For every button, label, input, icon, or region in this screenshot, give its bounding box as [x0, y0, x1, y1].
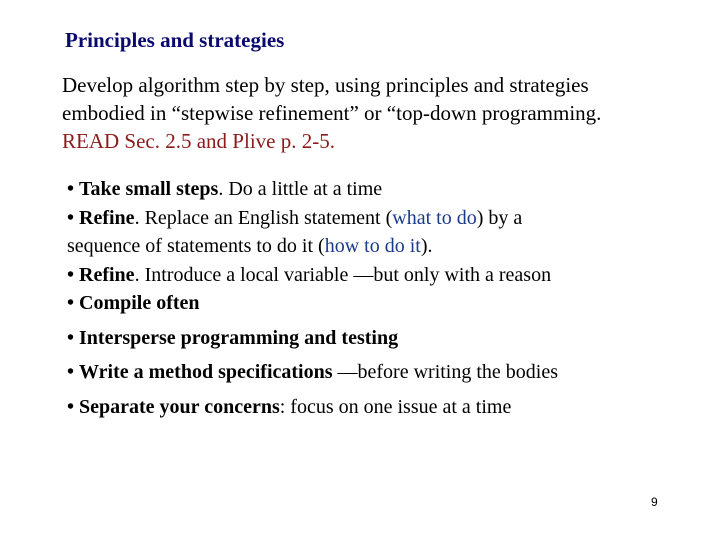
- bullet-refine-replace: [67, 204, 707, 233]
- bullet-keyword: Compile often: [79, 292, 200, 314]
- intro-line-2: embodied in “stepwise refinement” or “top-down programming.: [62, 101, 602, 125]
- bullet-text: . Do a little at a time: [218, 178, 383, 200]
- bullet-text: ).: [420, 235, 433, 257]
- intro-paragraph: [62, 71, 702, 155]
- bullet-marker: •: [67, 178, 75, 200]
- bullet-keyword: Refine: [79, 206, 135, 229]
- bullet-intersperse: [67, 324, 707, 353]
- page-number: 9: [651, 495, 658, 509]
- bullet-keyword: Refine: [79, 263, 135, 286]
- bullet-marker: •: [67, 361, 75, 383]
- bullet-keyword: Intersperse programming and testing: [79, 326, 399, 349]
- bullet-refine-local-variable: [67, 261, 707, 290]
- what-to-do-text: what to do: [392, 206, 477, 229]
- bullet-marker: •: [67, 395, 75, 418]
- slide-title: Principles and strategies: [65, 28, 285, 52]
- bullet-text: : focus on one issue at a time: [279, 395, 512, 418]
- how-to-do-it-text: how to do it: [324, 235, 421, 257]
- bullet-write-specifications: [67, 358, 707, 387]
- bullet-keyword: Write a method specifications: [79, 361, 333, 383]
- bullet-keyword: Take small steps: [79, 178, 219, 200]
- bullet-text: . Replace an English statement (: [134, 206, 393, 229]
- bullet-compile-often: [67, 289, 707, 318]
- bullet-text: —before writing the bodies: [332, 361, 559, 383]
- bullet-refine-continuation: [67, 232, 707, 261]
- bullet-list: [67, 175, 707, 421]
- bullet-marker: •: [67, 326, 75, 349]
- bullet-separate-concerns: [67, 393, 707, 422]
- intro-line-1: Develop algorithm step by step, using principles and strategies: [62, 73, 589, 97]
- bullet-marker: •: [67, 206, 75, 229]
- bullet-marker: •: [67, 263, 75, 286]
- bullet-text: . Introduce a local variable —but only with a reason: [134, 263, 552, 286]
- reading-assignment: READ Sec. 2.5 and Plive p. 2-5.: [62, 129, 335, 153]
- bullet-text: ) by a: [476, 206, 523, 229]
- bullet-text: sequence of statements to do it (: [67, 235, 325, 257]
- bullet-marker: •: [67, 292, 75, 314]
- bullet-take-small-steps: [67, 175, 707, 204]
- bullet-keyword: Separate your concerns: [79, 395, 280, 418]
